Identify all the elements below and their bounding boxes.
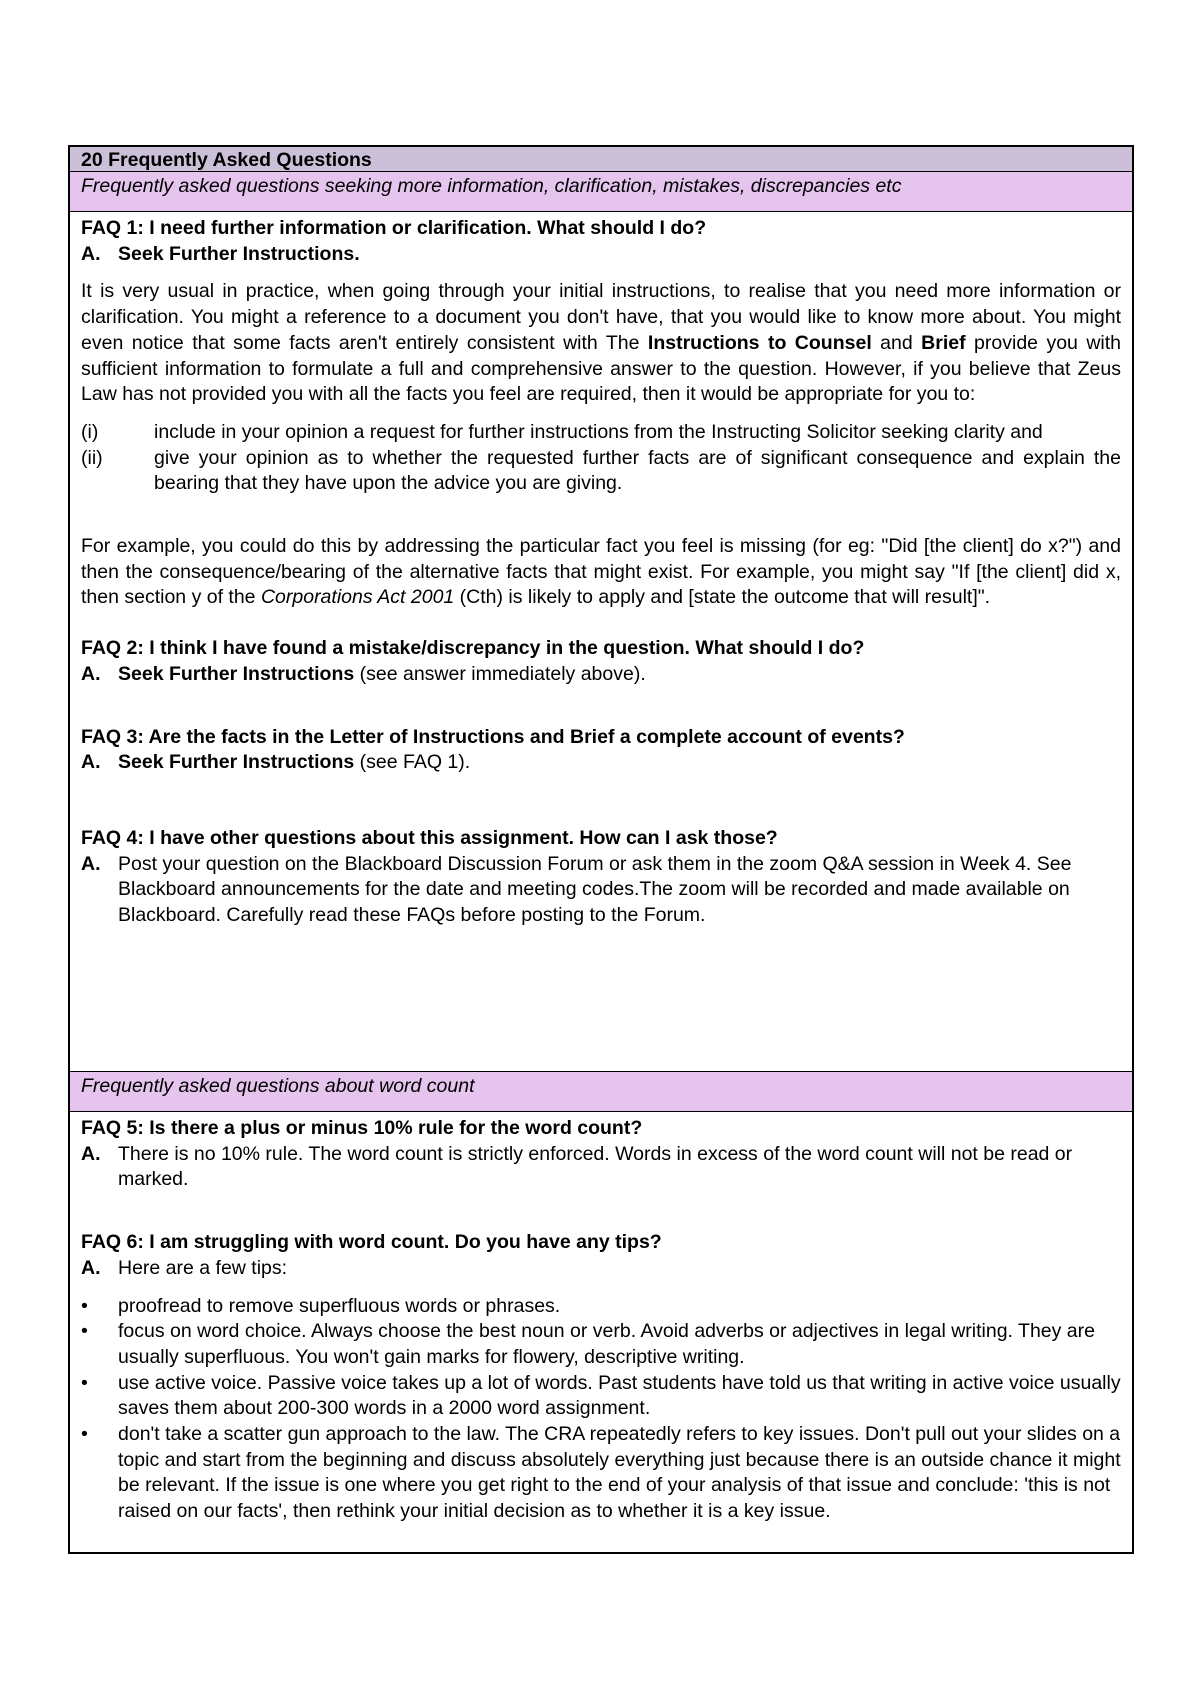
section-word-count (70, 1112, 1132, 1552)
faq4-answer (81, 852, 1121, 929)
answer-text: (see answer immediately above). (354, 662, 646, 685)
tip-item (81, 1319, 1121, 1370)
tip-item (81, 1294, 1121, 1320)
section-information (70, 212, 1132, 1072)
faq1-answer (81, 242, 1121, 268)
faq3-answer (81, 750, 1121, 776)
bullet-icon: • (81, 1320, 88, 1343)
answer-label: A. (81, 1256, 101, 1279)
faq6-question: FAQ 6: I am struggling with word count. Do you have any tips? (81, 1231, 662, 1254)
text: and (871, 331, 922, 354)
answer-label: A. (81, 751, 101, 774)
faq1-question: FAQ 1: I need further information or clarification. What should I do? (81, 217, 707, 239)
bullet-icon: • (81, 1423, 88, 1446)
list-item (81, 446, 1121, 497)
tip-text: focus on word choice. Always choose the best noun or verb. Avoid adverbs or adjectives in legal writing. They are usually superfluous. You won't gain marks for flowery, descriptive writing. (118, 1320, 1095, 1368)
section-heading-information: Frequently asked questions seeking more information, clarification, mistakes, discrepancies etc (70, 172, 1132, 212)
faq5-question: FAQ 5: Is there a plus or minus 10% rule for the word count? (81, 1117, 643, 1139)
bullet-icon: • (81, 1371, 88, 1394)
text: It is very usual in practice, when going through your initial instructions, to realise that you need more information or clarification. You might a reference to a document you don't have, that you would like to know more about. You might even notice that some facts aren't entirely consistent with The (81, 280, 1121, 354)
faq4-question: FAQ 4: I have other questions about this assignment. How can I ask those? (81, 826, 778, 849)
faq5-answer (81, 1142, 1121, 1193)
text-italic: Corporations Act 2001 (260, 586, 455, 609)
list-number: (ii) (81, 446, 103, 469)
answer-text: Post your question on the Blackboard Discussion Forum or ask them in the zoom Q&A session in Week 4. See Blackboard announcements for the date and meeting codes.The zoom will be recorded and made available on Blackboard. Carefully read these FAQs before posting to the Forum. (118, 852, 1072, 927)
answer-text: (see FAQ 1). (354, 751, 471, 774)
text-bold: Instructions to Counsel (647, 331, 872, 354)
text: provide you with sufficient information to formulate a full and comprehensive answer to the question. However, if you believe that Zeus Law has not provided you with all the facts you feel are required, then it would be appropriate for you to: (81, 331, 1122, 406)
answer-label: A. (81, 1142, 101, 1165)
faq3-question: FAQ 3: Are the facts in the Letter of Instructions and Brief a complete account of events? (81, 725, 905, 748)
tip-item (81, 1422, 1121, 1525)
answer-label: A. (81, 242, 101, 265)
list-number: (i) (81, 420, 99, 443)
tip-text: don't take a scatter gun approach to the law. The CRA repeatedly refers to key issues. Don't pull out your slides on a topic and start from the beginning and discuss absolutely everything just because there is an outside chance it might be relevant. If the issue is one where you get right to the end of your analysis of that issue and conclude: 'this is not raised on our facts', then rethink your initial decision as to whether it is a key issue. (118, 1423, 1121, 1523)
text-bold: Brief (921, 331, 966, 354)
answer-text: Here are a few tips: (118, 1256, 288, 1279)
tip-item (81, 1371, 1121, 1422)
faq6-answer (81, 1256, 1121, 1282)
faq2-question: FAQ 2: I think I have found a mistake/discrepancy in the question. What should I do? (81, 637, 865, 660)
bullet-icon: • (81, 1294, 88, 1317)
faq2-answer (81, 662, 1121, 688)
list-text: include in your opinion a request for further instructions from the Instructing Solicitor seeking clarity and (154, 420, 1043, 443)
answer-text: There is no 10% rule. The word count is strictly enforced. Words in excess of the word count will not be read or marked. (118, 1142, 1073, 1191)
text: (Cth) is likely to apply and [state the outcome that will result]". (454, 586, 991, 609)
answer-label: A. (81, 852, 101, 875)
text: For example, you could do this by addressing the particular fact you feel is missing (for eg: "Did [the client] do x?") and then the consequence/bearing of the alternative facts that might exist. For example, you might say "If [the client] did x, then section y of the (81, 535, 1121, 609)
tip-text: proofread to remove superfluous words or phrases. (118, 1294, 561, 1317)
answer-bold: Seek Further Instructions (118, 751, 355, 774)
faq-table (68, 145, 1134, 1554)
answer-bold: Seek Further Instructions (118, 662, 355, 685)
answer-label: A. (81, 662, 101, 685)
answer-text: Seek Further Instructions. (118, 242, 360, 265)
section-heading-word-count: Frequently asked questions about word count (70, 1072, 1132, 1112)
table-title: 20 Frequently Asked Questions (70, 147, 1132, 172)
faq1-paragraph-1 (81, 279, 1121, 408)
list-text: give your opinion as to whether the requested further facts are of significant consequence and explain the bearing that they have upon the advice you are giving. (154, 446, 1121, 495)
faq1-paragraph-2 (81, 534, 1121, 611)
tip-text: use active voice. Passive voice takes up a lot of words. Past students have told us that writing in active voice usually saves them about 200-300 words in a 2000 word assignment. (118, 1371, 1121, 1420)
list-item (81, 420, 1121, 446)
